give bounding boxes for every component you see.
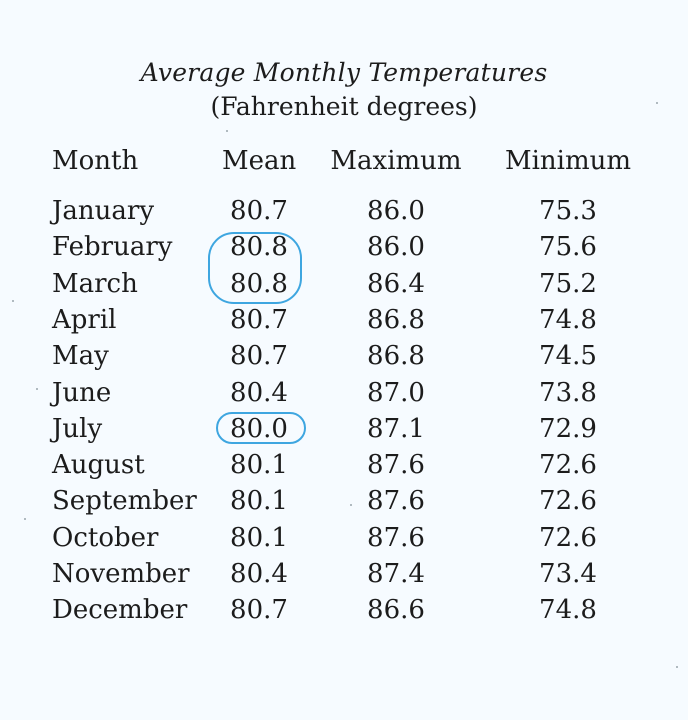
cell-mean: 80.1	[230, 523, 288, 553]
cell-month: January	[52, 196, 155, 226]
header-maximum: Maximum	[330, 146, 462, 176]
cell-max: 86.8	[367, 305, 425, 335]
cell-min: 73.4	[539, 559, 597, 589]
cell-month: March	[52, 269, 138, 299]
cell-max: 86.0	[367, 196, 425, 226]
cell-mean: 80.4	[230, 378, 288, 408]
cell-min: 72.6	[539, 450, 597, 480]
header-month: Month	[52, 146, 139, 176]
cell-min: 74.5	[539, 341, 597, 371]
cell-max: 87.0	[367, 378, 425, 408]
cell-max: 87.6	[367, 486, 425, 516]
cell-min: 72.6	[539, 486, 597, 516]
cell-min: 75.6	[539, 232, 597, 262]
paper-speck	[24, 518, 26, 520]
cell-max: 86.4	[367, 269, 425, 299]
cell-max: 86.6	[367, 595, 425, 625]
cell-month: May	[52, 341, 109, 371]
cell-mean: 80.1	[230, 450, 288, 480]
cell-month: November	[52, 559, 190, 589]
cell-min: 73.8	[539, 378, 597, 408]
cell-month: September	[52, 486, 197, 516]
cell-mean: 80.4	[230, 559, 288, 589]
cell-min: 74.8	[539, 595, 597, 625]
cell-min: 72.9	[539, 414, 597, 444]
cell-mean: 80.7	[230, 196, 288, 226]
cell-min: 75.2	[539, 269, 597, 299]
cell-max: 87.1	[367, 414, 425, 444]
paper-speck	[226, 130, 228, 132]
cell-mean: 80.0	[230, 414, 288, 444]
header-minimum: Minimum	[504, 146, 632, 176]
cell-mean: 80.8	[230, 232, 288, 262]
paper-speck	[676, 666, 678, 668]
cell-mean: 80.8	[230, 269, 288, 299]
cell-month: December	[52, 595, 188, 625]
cell-max: 87.4	[367, 559, 425, 589]
cell-mean: 80.7	[230, 305, 288, 335]
cell-max: 86.0	[367, 232, 425, 262]
cell-max: 87.6	[367, 523, 425, 553]
cell-month: June	[52, 378, 112, 408]
cell-month: July	[52, 414, 103, 444]
paper-speck	[12, 300, 14, 302]
paper-speck	[350, 504, 352, 506]
table-subtitle: (Fahrenheit degrees)	[210, 92, 478, 121]
cell-month: April	[52, 305, 117, 335]
cell-max: 86.8	[367, 341, 425, 371]
cell-mean: 80.7	[230, 341, 288, 371]
cell-min: 74.8	[539, 305, 597, 335]
cell-mean: 80.1	[230, 486, 288, 516]
paper-speck	[36, 388, 38, 390]
header-mean: Mean	[222, 146, 297, 176]
cell-month: October	[52, 523, 159, 553]
cell-max: 87.6	[367, 450, 425, 480]
paper-speck	[656, 102, 658, 104]
cell-month: February	[52, 232, 173, 262]
cell-mean: 80.7	[230, 595, 288, 625]
cell-month: August	[52, 450, 145, 480]
cell-min: 75.3	[539, 196, 597, 226]
cell-min: 72.6	[539, 523, 597, 553]
table-title: Average Monthly Temperatures	[140, 58, 548, 87]
